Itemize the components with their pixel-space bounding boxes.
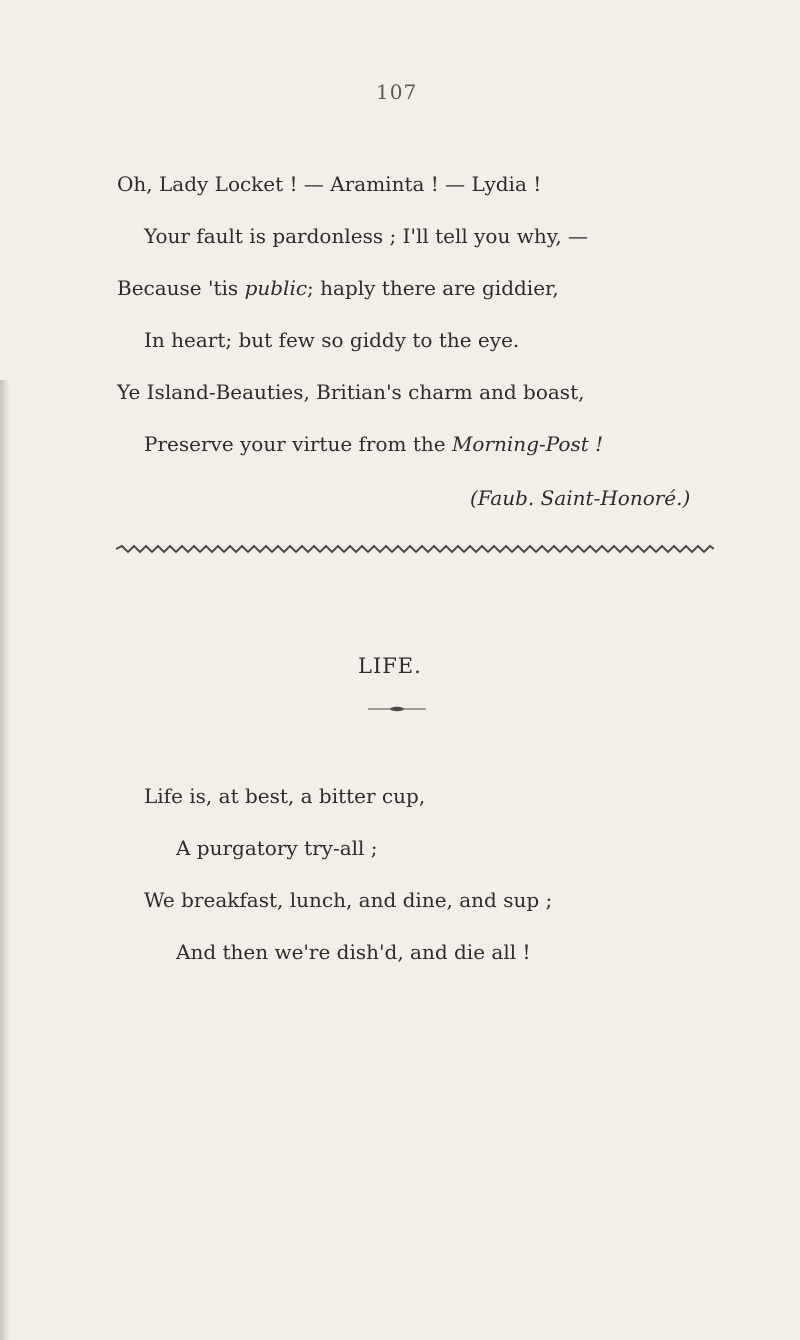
poem-line-3-emphasis: public (244, 276, 308, 300)
poem-title: LIFE. (358, 654, 422, 678)
divider-wave-pattern (116, 546, 714, 552)
poem-line-6-emphasis: Morning-Post ! (451, 432, 604, 456)
poem-line-1: Oh, Lady Locket ! — Araminta ! — Lydia ! (117, 172, 542, 196)
life-line-4: And then we're dish'd, and die all ! (176, 940, 531, 964)
poem-line-2: Your fault is pardonless ; I'll tell you why, — (144, 224, 589, 248)
life-line-3: We breakfast, lunch, and dine, and sup ; (144, 888, 553, 912)
decorative-divider (116, 544, 714, 554)
page-number: 107 (376, 80, 418, 104)
poem-line-3-start: Because 'tis (117, 276, 239, 300)
poem-line-3 (117, 276, 559, 300)
life-line-1: Life is, at best, a bitter cup, (144, 784, 426, 808)
page-edge-shadow (0, 380, 10, 1340)
life-line-2: A purgatory try-all ; (176, 836, 378, 860)
poem-line-4: In heart; but few so giddy to the eye. (144, 328, 520, 352)
poem-attribution: (Faub. Saint-Honoré.) (470, 486, 691, 510)
poem-line-6 (144, 432, 603, 456)
title-ornament (368, 705, 426, 713)
poem-line-3-end: ; haply there are giddier, (307, 276, 559, 300)
poem-line-6-start: Preserve your virtue from the (144, 432, 446, 456)
poem-line-5: Ye Island-Beauties, Britian's charm and boast, (117, 380, 585, 404)
